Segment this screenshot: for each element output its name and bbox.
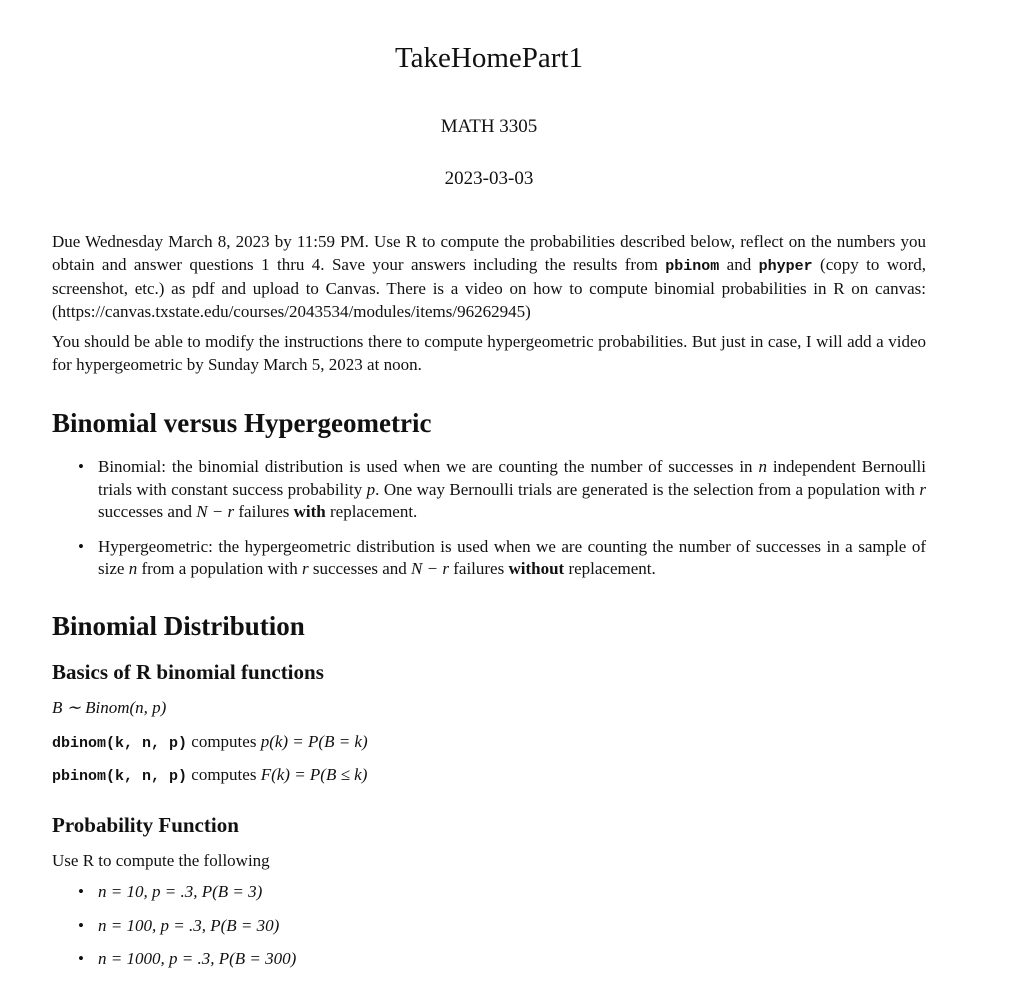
math-var: N − r bbox=[196, 502, 235, 521]
intro-text: and bbox=[719, 254, 759, 274]
math-var: n bbox=[758, 457, 767, 476]
line-text: computes bbox=[187, 732, 261, 751]
distribution-definition bbox=[52, 697, 166, 719]
math-expression: B ∼ Binom(n, p) bbox=[52, 698, 167, 717]
line-text: computes bbox=[187, 765, 261, 784]
list-text: failures bbox=[234, 502, 294, 521]
math-var: N − r bbox=[411, 559, 449, 578]
intro-paragraph bbox=[52, 231, 926, 323]
list-text: Binomial: the binomial distribution is used when we are counting the number of successes in bbox=[98, 457, 759, 476]
course-name: MATH 3305 bbox=[440, 116, 538, 137]
list-text: successes and bbox=[308, 559, 412, 578]
exercise-list bbox=[52, 881, 926, 971]
bullet-icon: • bbox=[78, 457, 84, 476]
emphasis-with: with bbox=[293, 502, 326, 521]
bullet-icon: • bbox=[78, 915, 84, 935]
subsection-heading-probability-function: Probability Function bbox=[52, 813, 239, 837]
list-text: successes and bbox=[98, 502, 197, 521]
math-expression: n = 100, p = .3, P(B = 30) bbox=[98, 915, 280, 935]
comparison-list bbox=[52, 456, 926, 581]
list-text: Hypergeometric: the hypergeometric distribution is used when we are counting the number of successes in a sample of size bbox=[98, 536, 926, 578]
dbinom-line bbox=[52, 731, 368, 755]
math-expression: n = 1000, p = .3, P(B = 300) bbox=[98, 949, 297, 968]
code-pbinom: pbinom(k, n, p) bbox=[52, 768, 188, 785]
math-var: n bbox=[128, 559, 138, 578]
intro-text: Due Wednesday March 8, 2023 by 11:59 PM. Use R to compute the probabilities described below, reflect on the numbers you obtain and answer questions 1 thru 4. Save your answers including the results from bbox=[52, 232, 926, 274]
math-expression: F(k) = P(B ≤ k) bbox=[260, 765, 368, 784]
math-var: p bbox=[366, 479, 376, 499]
math-expression: p(k) = P(B = k) bbox=[260, 732, 368, 751]
section-heading-binomial-distribution: Binomial Distribution bbox=[52, 611, 305, 641]
list-item bbox=[52, 536, 926, 581]
bullet-icon: • bbox=[78, 536, 84, 556]
list-text: replacement. bbox=[325, 502, 418, 521]
list-text: . One way Bernoulli trials are generated is the selection from a population with bbox=[375, 479, 920, 499]
code-dbinom: dbinom(k, n, p) bbox=[52, 735, 188, 752]
list-text: independent Bernoulli trials with constant success probability bbox=[98, 457, 926, 499]
intro-text: (copy to word, screenshot, etc.) as pdf and upload to Canvas. There is a video on how to compute binomial probabilities in R on canvas: (https://canvas.txstate.edu/courses/2043534/modules/items/96262945) bbox=[52, 254, 927, 321]
list-text: from a population with bbox=[137, 559, 302, 578]
list-item bbox=[52, 948, 926, 971]
bullet-icon: • bbox=[78, 949, 84, 968]
inline-code-phyper: phyper bbox=[758, 257, 813, 275]
list-text: replacement. bbox=[564, 559, 656, 578]
emphasis-without: without bbox=[508, 559, 565, 578]
list-item bbox=[52, 881, 926, 904]
pbinom-line bbox=[52, 764, 367, 788]
document-date: 2023-03-03 bbox=[444, 168, 534, 189]
list-item bbox=[52, 915, 926, 938]
subsection-heading-basics: Basics of R binomial functions bbox=[52, 660, 324, 684]
list-item bbox=[52, 456, 926, 524]
document-title: TakeHomePart1 bbox=[394, 42, 584, 74]
note-paragraph: You should be able to modify the instructions there to compute hypergeometric probabilities. But just in case, I will add a video for hypergeometric by Sunday March 5, 2023 at noon. bbox=[52, 332, 926, 374]
section-heading-binomial-vs-hypergeometric: Binomial versus Hypergeometric bbox=[52, 408, 432, 438]
list-text: failures bbox=[448, 559, 509, 578]
inline-code-pbinom: pbinom bbox=[665, 257, 720, 275]
instruction-text: Use R to compute the following bbox=[52, 851, 270, 870]
math-var: r bbox=[301, 559, 309, 578]
math-expression: n = 10, p = .3, P(B = 3) bbox=[98, 882, 263, 901]
bullet-icon: • bbox=[78, 882, 84, 901]
math-var: r bbox=[919, 479, 926, 499]
